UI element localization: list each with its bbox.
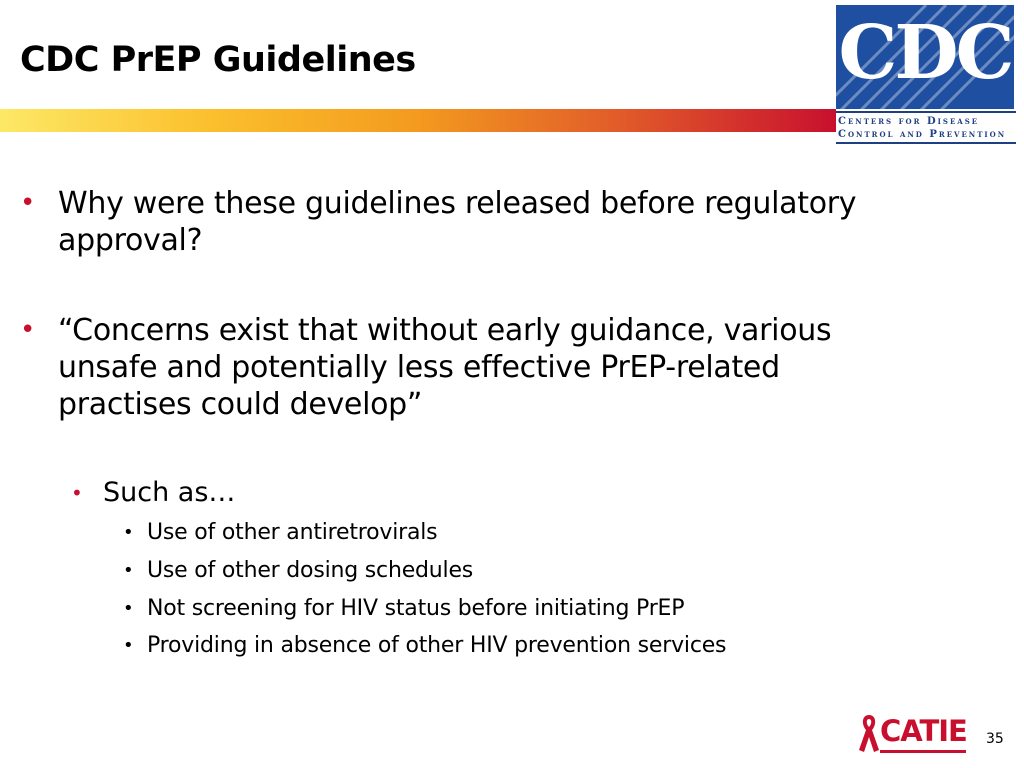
cdc-logo-letters: CDC bbox=[838, 10, 1012, 96]
bullet-dot-icon: • bbox=[123, 522, 134, 543]
sub-sub-bullet-text: Use of other dosing schedules bbox=[147, 558, 474, 583]
sub-sub-bullet-item bbox=[123, 595, 685, 623]
bullet-dot-icon: • bbox=[123, 635, 134, 656]
bullet-text: “Concerns exist that without early guidance, various unsafe and potentially less effective PrEP-related practises could develop” bbox=[58, 313, 832, 422]
sub-sub-bullet-item bbox=[123, 557, 474, 585]
cdc-logo-line2: Control and Prevention bbox=[838, 129, 1007, 140]
sub-sub-bullet-text: Use of other antiretrovirals bbox=[147, 520, 438, 545]
sub-sub-bullet-item bbox=[123, 632, 727, 660]
bullet-text: Why were these guidelines released before regulatory approval? bbox=[58, 186, 857, 258]
cdc-logo-box bbox=[836, 5, 1014, 109]
bullet-item bbox=[20, 185, 898, 259]
catie-logo-text: CATIE bbox=[880, 714, 967, 748]
title-gradient-bar bbox=[0, 109, 836, 132]
cdc-logo bbox=[836, 5, 1021, 140]
cdc-logo-rule-top bbox=[836, 111, 1016, 113]
catie-logo-underline bbox=[880, 750, 966, 753]
cdc-logo-line1: Centers for Disease bbox=[838, 116, 980, 127]
slide-title: CDC PrEP Guidelines bbox=[20, 40, 416, 80]
bullet-dot-icon: • bbox=[123, 560, 134, 581]
bullet-dot-icon: • bbox=[71, 481, 83, 505]
sub-sub-bullet-text: Providing in absence of other HIV prevention services bbox=[147, 633, 727, 658]
page-number: 35 bbox=[986, 731, 1004, 747]
sub-sub-bullet-text: Not screening for HIV status before initiating PrEP bbox=[147, 596, 685, 621]
red-ribbon-icon bbox=[856, 712, 882, 754]
bullet-dot-icon: • bbox=[20, 188, 36, 218]
bullet-item bbox=[20, 312, 898, 423]
sub-bullet-text: Such as… bbox=[103, 477, 236, 508]
sub-sub-bullet-item bbox=[123, 519, 438, 547]
bullet-dot-icon: • bbox=[123, 598, 134, 619]
cdc-logo-rule-bottom bbox=[836, 142, 1016, 144]
bullet-dot-icon: • bbox=[20, 315, 36, 345]
sub-bullet-item bbox=[71, 476, 236, 510]
catie-logo bbox=[856, 712, 968, 754]
